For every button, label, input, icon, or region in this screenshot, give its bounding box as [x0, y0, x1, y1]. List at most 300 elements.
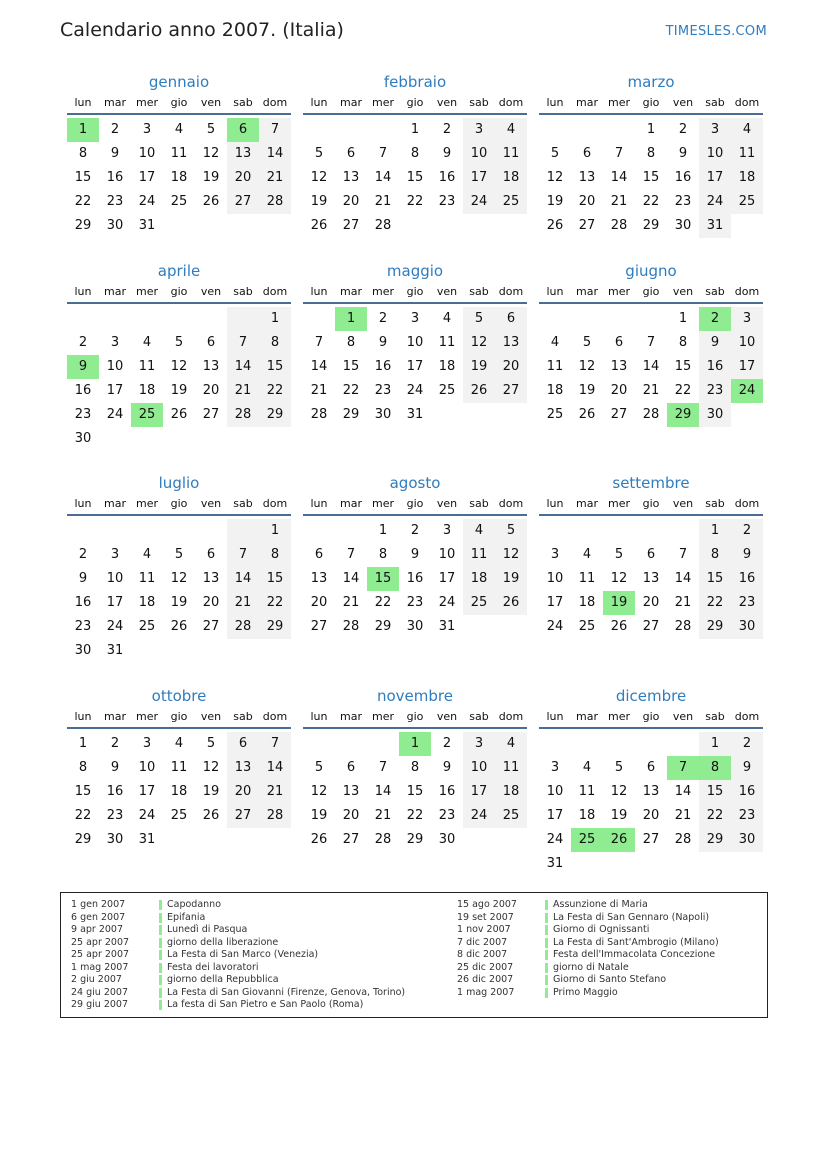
day-cell: 4 — [582, 547, 592, 562]
holiday-date: 29 giu 2007 — [71, 999, 128, 1010]
day-cell: 29 — [642, 218, 660, 233]
day-cell: 6 — [646, 547, 656, 562]
holiday-date: 6 gen 2007 — [71, 911, 126, 923]
empty-cell — [195, 307, 227, 331]
day-cell: 13 — [642, 784, 660, 799]
day-cell: 18 — [578, 808, 596, 823]
month-name: giugno — [625, 262, 677, 280]
day-cell: 18 — [731, 166, 763, 190]
weekday-label: mar — [104, 96, 126, 109]
day-cell: 7 — [378, 760, 388, 775]
weekday-label: mer — [135, 96, 158, 109]
day-cell: 1 — [67, 118, 99, 142]
week-row — [67, 828, 291, 852]
week-row — [67, 804, 291, 828]
month-name: gennaio — [148, 73, 210, 91]
month-name: aprile — [157, 262, 201, 280]
day-cell: 3 — [463, 732, 495, 756]
week-row — [67, 190, 291, 214]
week-row — [303, 142, 527, 166]
holiday-row — [447, 974, 719, 987]
empty-cell — [603, 118, 635, 142]
day-cell: 26 — [578, 407, 596, 422]
weekday-label: sab — [469, 96, 489, 109]
day-cell: 23 — [106, 194, 124, 209]
day-cell: 9 — [378, 335, 388, 350]
empty-cell — [571, 118, 603, 142]
day-cell: 26 — [310, 218, 328, 233]
weekday-label: dom — [734, 96, 760, 109]
month-name: luglio — [158, 474, 200, 492]
empty-cell — [603, 519, 635, 543]
day-cell: 5 — [463, 307, 495, 331]
day-cell: 17 — [406, 359, 424, 374]
holiday-date: 1 mag 2007 — [71, 961, 129, 973]
day-cell: 21 — [374, 808, 392, 823]
empty-cell — [227, 519, 259, 543]
holiday-column-right — [447, 899, 719, 999]
day-cell: 10 — [463, 756, 495, 780]
day-cell: 16 — [374, 359, 392, 374]
day-cell: 25 — [731, 190, 763, 214]
day-cell: 20 — [202, 383, 220, 398]
week-row — [303, 355, 527, 379]
day-cell: 29 — [699, 615, 731, 639]
day-cell: 1 — [678, 311, 688, 326]
day-cell: 1 — [410, 122, 420, 137]
weekday-label: dom — [498, 96, 524, 109]
day-cell: 14 — [227, 355, 259, 379]
day-cell: 2 — [78, 547, 88, 562]
holiday-marker — [545, 963, 548, 973]
holiday-name: Lunedì di Pasqua — [167, 924, 248, 935]
day-cell: 8 — [78, 760, 88, 775]
day-cell: 23 — [74, 619, 92, 634]
holiday-marker — [545, 988, 548, 998]
day-cell: 26 — [603, 828, 635, 852]
day-cell: 19 — [170, 383, 188, 398]
day-cell: 27 — [202, 407, 220, 422]
day-cell: 16 — [406, 571, 424, 586]
day-cell: 30 — [106, 218, 124, 233]
empty-cell — [495, 403, 527, 427]
day-cell: 31 — [138, 218, 156, 233]
weekday-label: mer — [371, 497, 394, 510]
day-cell: 15 — [699, 567, 731, 591]
weekday-label: lun — [546, 497, 564, 510]
day-cell: 9 — [731, 756, 763, 780]
holiday-marker — [159, 913, 162, 923]
day-cell: 3 — [110, 335, 120, 350]
empty-cell — [495, 615, 527, 639]
weekday-label: mer — [371, 285, 394, 298]
day-cell: 4 — [495, 732, 527, 756]
day-cell: 5 — [582, 335, 592, 350]
empty-cell — [99, 427, 131, 451]
holiday-marker — [545, 913, 548, 923]
weekday-label: sab — [705, 497, 725, 510]
weekday-label: mer — [135, 497, 158, 510]
weekday-label: ven — [436, 285, 458, 298]
day-cell: 25 — [170, 194, 188, 209]
week-row — [539, 142, 763, 166]
day-cell: 15 — [342, 359, 360, 374]
weekday-label: dom — [262, 497, 288, 510]
weekday-header — [303, 495, 527, 516]
week-row — [303, 307, 527, 331]
day-cell: 12 — [463, 331, 495, 355]
holiday-list — [60, 892, 768, 1018]
day-cell: 3 — [442, 523, 452, 538]
day-cell: 19 — [170, 595, 188, 610]
day-cell: 1 — [259, 519, 291, 543]
day-cell: 6 — [646, 760, 656, 775]
day-cell: 9 — [442, 146, 452, 161]
week-row — [539, 756, 763, 780]
week-row — [539, 331, 763, 355]
day-cell: 1 — [378, 523, 388, 538]
week-row — [303, 615, 527, 639]
weekday-label: sab — [469, 497, 489, 510]
day-cell: 24 — [731, 379, 763, 403]
holiday-row — [61, 924, 405, 937]
month-weeks — [539, 519, 763, 639]
day-cell: 3 — [142, 736, 152, 751]
week-row — [539, 190, 763, 214]
month-marzo — [539, 68, 763, 238]
day-cell: 3 — [550, 760, 560, 775]
holiday-date: 15 ago 2007 — [457, 899, 517, 910]
day-cell: 21 — [259, 166, 291, 190]
day-cell: 29 — [74, 218, 92, 233]
day-cell: 20 — [342, 194, 360, 209]
day-cell: 15 — [259, 567, 291, 591]
week-row — [539, 732, 763, 756]
empty-cell — [335, 519, 367, 543]
day-cell: 16 — [731, 567, 763, 591]
day-cell: 31 — [438, 619, 456, 634]
weekday-label: sab — [705, 96, 725, 109]
month-name: novembre — [377, 687, 453, 705]
day-cell: 24 — [138, 808, 156, 823]
month-giugno — [539, 257, 763, 427]
empty-cell — [227, 307, 259, 331]
day-cell: 12 — [546, 170, 564, 185]
day-cell: 3 — [463, 118, 495, 142]
day-cell: 24 — [406, 383, 424, 398]
day-cell: 26 — [463, 379, 495, 403]
day-cell: 30 — [406, 619, 424, 634]
empty-cell — [303, 732, 335, 756]
day-cell: 5 — [495, 519, 527, 543]
day-cell: 22 — [699, 804, 731, 828]
day-cell: 23 — [374, 383, 392, 398]
day-cell: 4 — [582, 760, 592, 775]
day-cell: 22 — [642, 194, 660, 209]
weekday-label: mar — [576, 96, 598, 109]
day-cell: 17 — [138, 784, 156, 799]
empty-cell — [227, 639, 259, 663]
week-row — [67, 307, 291, 331]
holiday-name: La Festa di San Marco (Venezia) — [167, 949, 319, 960]
day-cell: 27 — [227, 804, 259, 828]
day-cell: 6 — [614, 335, 624, 350]
day-cell: 6 — [206, 547, 216, 562]
day-cell: 22 — [374, 595, 392, 610]
holiday-name: Epifania — [167, 911, 206, 923]
day-cell: 15 — [406, 170, 424, 185]
day-cell: 15 — [642, 170, 660, 185]
day-cell: 17 — [546, 595, 564, 610]
day-cell: 1 — [259, 307, 291, 331]
day-cell: 21 — [227, 379, 259, 403]
day-cell: 5 — [206, 736, 216, 751]
week-row — [539, 379, 763, 403]
week-row — [303, 118, 527, 142]
holiday-marker — [159, 988, 162, 998]
day-cell: 28 — [374, 218, 392, 233]
holiday-date: 8 dic 2007 — [457, 949, 508, 960]
day-cell: 26 — [170, 407, 188, 422]
week-row — [539, 519, 763, 543]
day-cell: 12 — [202, 146, 220, 161]
day-cell: 17 — [106, 383, 124, 398]
day-cell: 2 — [378, 311, 388, 326]
day-cell: 13 — [202, 359, 220, 374]
day-cell: 20 — [342, 808, 360, 823]
day-cell: 31 — [406, 407, 424, 422]
day-cell: 20 — [578, 194, 596, 209]
week-row — [303, 732, 527, 756]
weekday-label: dom — [734, 285, 760, 298]
day-cell: 28 — [374, 832, 392, 847]
empty-cell — [539, 519, 571, 543]
month-ottobre — [67, 682, 291, 852]
weekday-label: sab — [233, 710, 253, 723]
holiday-name: La Festa di Sant'Ambrogio (Milano) — [553, 936, 719, 948]
day-cell: 14 — [374, 784, 392, 799]
day-cell: 13 — [642, 571, 660, 586]
brand-link[interactable]: TIMESLES.COM — [665, 24, 767, 39]
day-cell: 4 — [142, 547, 152, 562]
weekday-label: mer — [607, 96, 630, 109]
day-cell: 24 — [106, 619, 124, 634]
day-cell: 5 — [314, 146, 324, 161]
day-cell: 2 — [731, 519, 763, 543]
empty-cell — [259, 639, 291, 663]
day-cell: 19 — [578, 383, 596, 398]
holiday-row — [61, 899, 405, 912]
empty-cell — [131, 307, 163, 331]
day-cell: 8 — [699, 756, 731, 780]
weekday-label: ven — [200, 497, 222, 510]
day-cell: 27 — [310, 619, 328, 634]
day-cell: 8 — [646, 146, 656, 161]
day-cell: 13 — [342, 784, 360, 799]
day-cell: 29 — [667, 403, 699, 427]
weekday-header — [539, 495, 763, 516]
day-cell: 10 — [106, 571, 124, 586]
weekday-label: sab — [705, 285, 725, 298]
day-cell: 3 — [550, 547, 560, 562]
weekday-label: dom — [262, 96, 288, 109]
weekday-header — [303, 708, 527, 729]
holiday-name: giorno della Repubblica — [167, 974, 279, 985]
day-cell: 29 — [374, 619, 392, 634]
weekday-label: mer — [607, 710, 630, 723]
day-cell: 11 — [731, 142, 763, 166]
weekday-header — [539, 94, 763, 115]
day-cell: 19 — [310, 808, 328, 823]
weekday-label: gio — [642, 285, 660, 298]
week-row — [67, 214, 291, 238]
day-cell: 31 — [138, 832, 156, 847]
weekday-label: gio — [170, 710, 188, 723]
holiday-row — [447, 937, 719, 950]
empty-cell — [163, 828, 195, 852]
day-cell: 12 — [310, 784, 328, 799]
holiday-marker — [545, 938, 548, 948]
day-cell: 7 — [314, 335, 324, 350]
day-cell: 3 — [110, 547, 120, 562]
day-cell: 29 — [699, 828, 731, 852]
month-weeks — [303, 307, 527, 427]
day-cell: 23 — [74, 407, 92, 422]
day-cell: 17 — [546, 808, 564, 823]
week-row — [303, 543, 527, 567]
empty-cell — [163, 307, 195, 331]
holiday-date: 1 mag 2007 — [457, 986, 515, 998]
day-cell: 28 — [610, 218, 628, 233]
day-cell: 7 — [259, 118, 291, 142]
empty-cell — [303, 307, 335, 331]
empty-cell — [99, 519, 131, 543]
weekday-label: lun — [310, 497, 328, 510]
day-cell: 18 — [170, 784, 188, 799]
month-weeks — [303, 732, 527, 852]
empty-cell — [463, 615, 495, 639]
week-row — [539, 543, 763, 567]
empty-cell — [227, 427, 259, 451]
day-cell: 21 — [674, 595, 692, 610]
weekday-label: mar — [576, 710, 598, 723]
holiday-name: Capodanno — [167, 899, 222, 910]
weekday-header — [303, 283, 527, 304]
day-cell: 16 — [74, 383, 92, 398]
weekday-header — [67, 708, 291, 729]
weekday-header — [67, 94, 291, 115]
day-cell: 19 — [463, 355, 495, 379]
day-cell: 10 — [731, 331, 763, 355]
day-cell: 22 — [259, 591, 291, 615]
empty-cell — [335, 118, 367, 142]
weekday-label: dom — [734, 710, 760, 723]
day-cell: 11 — [578, 571, 596, 586]
month-weeks — [303, 519, 527, 639]
day-cell: 16 — [106, 784, 124, 799]
day-cell: 6 — [227, 732, 259, 756]
month-weeks — [67, 732, 291, 852]
day-cell: 25 — [495, 190, 527, 214]
day-cell: 17 — [463, 166, 495, 190]
weekday-label: gio — [642, 710, 660, 723]
empty-cell — [195, 828, 227, 852]
day-cell: 22 — [74, 194, 92, 209]
empty-cell — [195, 519, 227, 543]
holiday-row — [447, 949, 719, 962]
weekday-label: gio — [170, 285, 188, 298]
empty-cell — [635, 732, 667, 756]
day-cell: 12 — [202, 760, 220, 775]
day-cell: 11 — [170, 760, 188, 775]
day-cell: 19 — [603, 591, 635, 615]
day-cell: 30 — [74, 431, 92, 446]
day-cell: 18 — [438, 359, 456, 374]
day-cell: 18 — [138, 383, 156, 398]
weekday-label: sab — [469, 710, 489, 723]
day-cell: 9 — [699, 331, 731, 355]
holiday-marker — [159, 900, 162, 910]
page-title: Calendario anno 2007. (Italia) — [60, 19, 344, 41]
day-cell: 11 — [138, 571, 156, 586]
day-cell: 4 — [442, 311, 452, 326]
week-row — [303, 756, 527, 780]
day-cell: 22 — [674, 383, 692, 398]
day-cell: 12 — [578, 359, 596, 374]
empty-cell — [731, 852, 763, 876]
day-cell: 7 — [227, 543, 259, 567]
holiday-name: La Festa di San Giovanni (Firenze, Genova, Torino) — [167, 986, 406, 998]
week-row — [303, 379, 527, 403]
day-cell: 4 — [174, 122, 184, 137]
day-cell: 8 — [699, 543, 731, 567]
empty-cell — [699, 852, 731, 876]
day-cell: 28 — [310, 407, 328, 422]
day-cell: 29 — [74, 832, 92, 847]
day-cell: 10 — [546, 571, 564, 586]
holiday-row — [61, 999, 405, 1012]
empty-cell — [67, 307, 99, 331]
empty-cell — [539, 732, 571, 756]
day-cell: 17 — [699, 166, 731, 190]
weekday-label: mar — [340, 285, 362, 298]
day-cell: 7 — [227, 331, 259, 355]
day-cell: 4 — [174, 736, 184, 751]
day-cell: 8 — [259, 331, 291, 355]
month-weeks — [303, 118, 527, 238]
holiday-row — [61, 912, 405, 925]
day-cell: 16 — [438, 784, 456, 799]
weekday-label: sab — [705, 710, 725, 723]
day-cell: 9 — [678, 146, 688, 161]
holiday-row — [447, 899, 719, 912]
week-row — [303, 519, 527, 543]
day-cell: 15 — [74, 170, 92, 185]
weekday-label: dom — [734, 497, 760, 510]
empty-cell — [367, 732, 399, 756]
day-cell: 26 — [170, 619, 188, 634]
day-cell: 21 — [342, 595, 360, 610]
empty-cell — [99, 307, 131, 331]
weekday-header — [539, 708, 763, 729]
empty-cell — [731, 214, 763, 238]
day-cell: 18 — [138, 595, 156, 610]
day-cell: 14 — [227, 567, 259, 591]
day-cell: 31 — [699, 214, 731, 238]
day-cell: 17 — [106, 595, 124, 610]
day-cell: 28 — [227, 615, 259, 639]
day-cell: 4 — [731, 118, 763, 142]
